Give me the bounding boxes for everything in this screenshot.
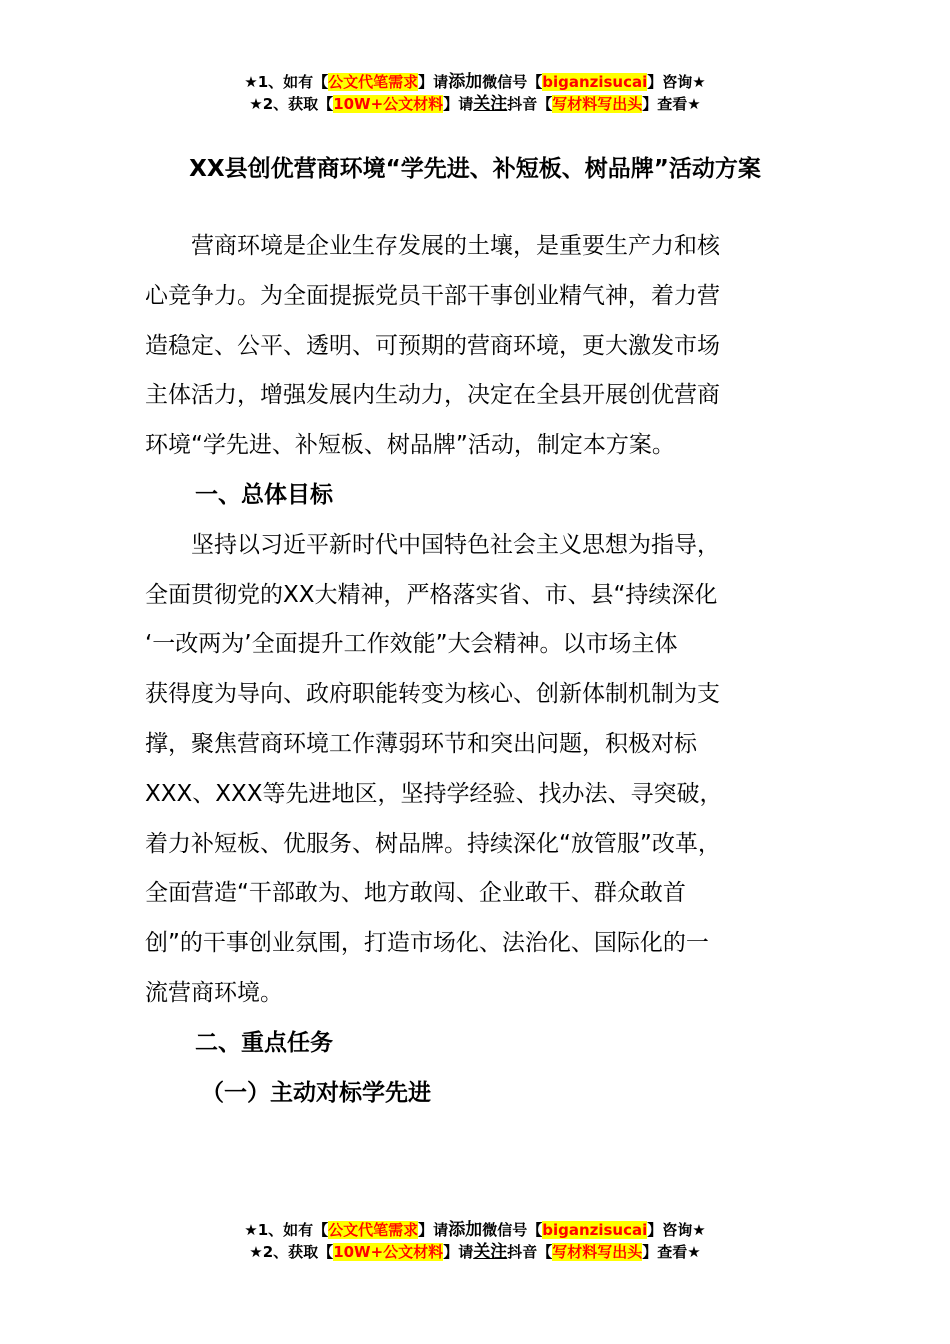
subsection-heading-learn-advanced: （一）主动对标学先进: [201, 1079, 431, 1106]
section-heading-general-goal: 一、总体目标: [195, 481, 333, 508]
text-line: 着力补短板、优服务、树品牌。持续深化“放管服”改革，: [145, 830, 721, 857]
promo-footer: [0, 1219, 950, 1263]
intro-paragraph: [145, 222, 805, 471]
text-line: 心竞争力。为全面提振党员干部干事创业精气神，着力营: [145, 282, 720, 309]
promo-emphasis: 关注: [473, 94, 508, 114]
promo-text: ★2、获取【: [249, 95, 334, 113]
promo-text: 微信号【: [482, 1221, 543, 1239]
promo-text: ★1、如有【: [244, 1221, 329, 1239]
text-line: 营商环境是企业生存发展的土壤，是重要生产力和核: [191, 233, 720, 259]
text-line: 主体活力，增强发展内生动力，决定在全县开展创优营商: [145, 382, 720, 409]
section-1-paragraph: [145, 521, 805, 1019]
promo-highlight: 10W+公文材料: [333, 95, 444, 113]
text-line: 撑，聚焦营商环境工作薄弱环节和突出问题，积极对标: [145, 730, 697, 757]
text-line: 全面营造“干部敢为、地方敢闯、企业敢干、群众敢首: [145, 880, 686, 907]
promo-text: 】请: [443, 1243, 474, 1261]
promo-text: 抖音【: [507, 95, 553, 113]
promo-text: 】咨询★: [647, 73, 706, 91]
section-heading-key-tasks: 二、重点任务: [195, 1029, 333, 1056]
promo-text: 】请: [418, 1221, 449, 1239]
document-body: [145, 222, 805, 1118]
text-line: ‘一改两为’全面提升工作效能”大会精神。以市场主体: [145, 631, 678, 658]
promo-highlight: 公文代笔需求: [328, 73, 419, 91]
promo-text: 】查看★: [642, 95, 701, 113]
text-line: 流营商环境。: [145, 979, 283, 1006]
promo-header-line-2: [0, 93, 950, 115]
promo-footer-line-1: [0, 1219, 950, 1241]
promo-highlight-wechat-id: biganzisucai: [542, 1221, 648, 1239]
promo-text: 】请: [443, 95, 474, 113]
promo-emphasis: 添加: [448, 72, 483, 92]
promo-header: [0, 71, 950, 115]
promo-text: 抖音【: [507, 1243, 553, 1261]
text-line: 全面贯彻党的XX大精神，严格落实省、市、县“持续深化: [145, 581, 718, 608]
promo-highlight: 公文代笔需求: [328, 1221, 419, 1239]
promo-text: 微信号【: [482, 73, 543, 91]
text-line: 环境“学先进、补短板、树品牌”活动，制定本方案。: [145, 432, 675, 459]
promo-footer-line-2: [0, 1241, 950, 1263]
promo-highlight-douyin-id: 写材料写出头: [552, 95, 643, 113]
text-line: 造稳定、公平、透明、可预期的营商环境，更大激发市场: [145, 332, 720, 359]
promo-highlight-douyin-id: 写材料写出头: [552, 1243, 643, 1261]
text-line: 获得度为导向、政府职能转变为核心、创新体制机制为支: [145, 681, 720, 708]
promo-text: ★1、如有【: [244, 73, 329, 91]
promo-emphasis: 关注: [473, 1242, 508, 1262]
document-title: XX县创优营商环境“学先进、补短板、树品牌”活动方案: [189, 156, 761, 182]
promo-text: 】查看★: [642, 1243, 701, 1261]
promo-highlight-wechat-id: biganzisucai: [542, 73, 648, 91]
promo-header-line-1: [0, 71, 950, 93]
text-line: XXX、XXX等先进地区，坚持学经验、找办法、寻突破，: [145, 780, 723, 807]
text-line: 坚持以习近平新时代中国特色社会主义思想为指导，: [191, 531, 720, 558]
promo-text: 】请: [418, 73, 449, 91]
text-line: 创”的干事创业氛围，打造市场化、法治化、国际化的一: [145, 930, 709, 957]
promo-highlight: 10W+公文材料: [333, 1243, 444, 1261]
promo-text: ★2、获取【: [249, 1243, 334, 1261]
promo-text: 】咨询★: [647, 1221, 706, 1239]
promo-emphasis: 添加: [448, 1220, 483, 1240]
